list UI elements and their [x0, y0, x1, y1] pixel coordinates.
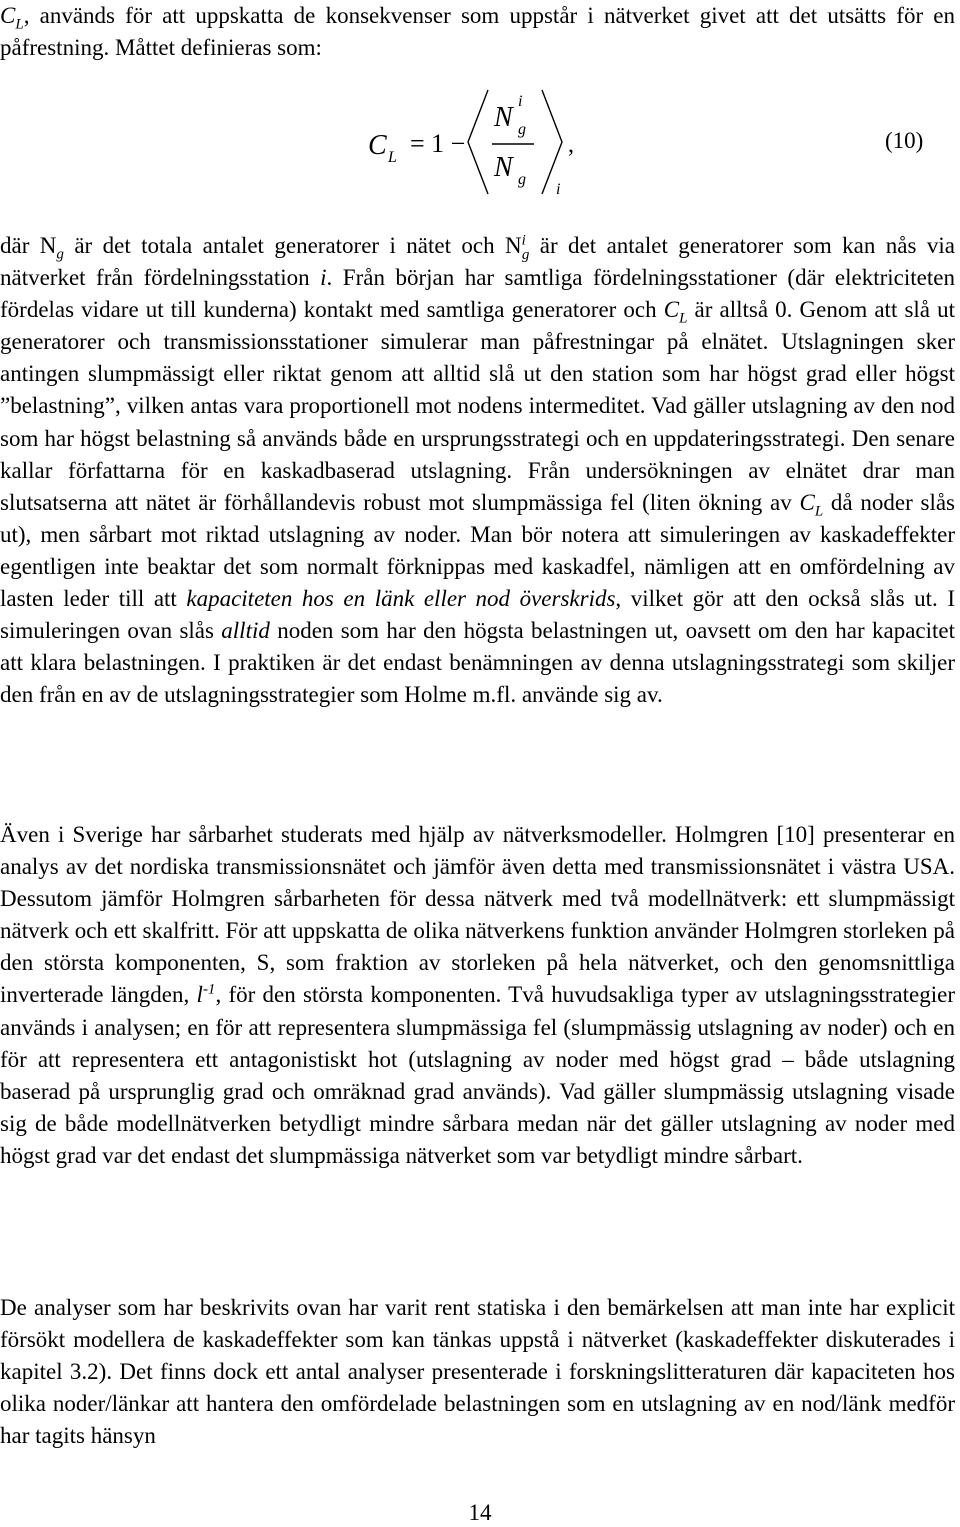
where-text-4: . Från början har samtliga fördelningsstationer (där elektriciteten fördelas vidare ut till kunderna) kontakt med samtliga generatorer och [0, 265, 955, 323]
equation-lhs: C [368, 130, 387, 161]
where-cl-subscript-2: L [814, 503, 824, 520]
where-text-1: där N [0, 233, 57, 258]
intro-paragraph [0, 0, 955, 64]
sverige-text-2: , för den största komponenten. Två huvudsakliga typer av utslagningsstrategier används i analysen; en för att representera slumpmässiga fel (slumpmässig utslagning av noder) och en för att representera ett antagonistiskt hot (utslagning av noder med högst grad – både utslagning baserad på ursprunglig grad och omräknad grad används). Vad gäller slumpmässig utslagning visade sig de både modellnätverken betydligt mindre sårbara medan när det gäller utslagning av noder med högst grad var det endast det slumpmässiga nätverket som var betydligt mindre sårbart. [0, 982, 955, 1168]
average-subscript: i [556, 181, 561, 198]
where-paragraph [0, 230, 955, 711]
where-cl-subscript-1: L [679, 310, 688, 327]
where-text-8: noden som har den högsta belastningen ut, oavsett om den har kapacitet att klara belastningen. I praktiken är det endast benämningen av denna utslagningsstrategi som skiljer den från en av de utslagningsstrategier som Holme m.fl. använde sig av. [0, 618, 956, 708]
where-emphasis-capacity: kapaciteten hos en länk eller nod överskrids [186, 586, 616, 612]
left-angle-bracket [468, 90, 488, 194]
equation-graphic [0, 86, 960, 198]
where-text-5: är alltså 0. Genom att slå ut generatorer och transmissionsstationer simulerar man påfrestningar på elnätet. Utslagningen sker antingen slumpmässigt eller riktat genom att alltid slå ut den station som har högst grad eller högst ”belastning”, vilken antas vara proportionell mot nodens intermeditet. Vad gäller utslagning av den nod som har högst belastning så används både en ursprungsstrategi och en uppdateringsstrategi. Den senare kallar författarna för en kaskadbaserad utslagning. Från undersökningen av elnätet drar man slutsatserna att nätet är förhållandevis robust mot slumpmässiga fel (liten ökning av [0, 297, 955, 515]
equation-lhs-subscript: L [388, 149, 397, 166]
numerator-subscript: g [518, 121, 526, 138]
cl-subscript: L [15, 16, 24, 33]
where-text-2: är det totala antalet generatorer i nätet och N [63, 233, 522, 258]
where-text-3: är det antalet generatorer som kan nås via nätverket från fördelningsstation [0, 233, 955, 291]
where-ng-subscript: g [56, 246, 64, 263]
intro-text: , används för att uppskatta de konsekvenser som uppstår i nätverket givet att det utsätts för en påfrestning. Måttet definieras som: [0, 3, 955, 61]
where-cl-symbol-1: C [663, 297, 680, 323]
where-cl-symbol-2: C [799, 489, 815, 515]
where-text-6: då noder slås ut), men sårbart mot riktad utslagning av noder. Man bör notera att simuleringen av kaskadeffekter egentligen inte beaktar det som normalt förknippas med kaskadfel, nämligen att en omfördelning av lasten leder till att [0, 489, 955, 612]
where-emphasis-alltid: alltid [221, 618, 270, 644]
analyser-paragraph [0, 1292, 955, 1452]
denominator-n: N [494, 152, 513, 183]
analyser-text: De analyser som har beskrivits ovan har varit rent statiska i den bemärkelsen att man inte har explicit försökt modellera de kaskadeffekter som kan tänkas uppstå i nätverket (kaskadeffekter diskuterades i kapitel 3.2). Det finns dock ett antal analyser presenterade i forskningslitteraturen där kapaciteten hos olika noder/länkar att hantera den omfördelade belastningen som en utslagning av en nod/länk medför har tagits hänsyn [0, 1295, 955, 1449]
equation-equals-one-minus: = 1 − [410, 129, 466, 158]
denominator-subscript: g [518, 171, 526, 188]
equation-10 [0, 86, 960, 198]
where-text-7: , vilket gör att den också slås ut. I simuleringen ovan slås [0, 586, 955, 644]
inverse-length-superscript: -1 [202, 981, 216, 998]
where-station-i: i [320, 265, 327, 291]
numerator-n: N [494, 102, 513, 133]
numerator-superscript: i [518, 93, 523, 110]
equation-comma: , [568, 132, 574, 158]
where-ngi-subscript: g [521, 246, 530, 263]
sverige-paragraph [0, 819, 955, 1172]
sverige-text-1: Även i Sverige har sårbarhet studerats med hjälp av nätverksmodeller. Holmgren [10] presenterar en analys av det nordiska transmissionsnätet och jämför även detta med transmissionsnätet i västra USA. Dessutom jämför Holmgren sårbarheten för dessa nätverk med två modellnätverk: ett slumpmässigt nätverk och ett skalfritt. För att uppskatta de olika nätverkens funktion använder Holmgren storleken på den största komponenten, S, som fraktion av storleken på hela nätverket, och den genomsnittliga inverterade längden, [0, 822, 955, 1008]
equation-number: (10) [885, 128, 924, 153]
cl-symbol: C [0, 3, 16, 28]
right-angle-bracket [542, 90, 562, 194]
page-number: 14 [468, 1500, 492, 1525]
inverse-length-symbol: l [196, 982, 203, 1008]
where-ngi-superscript: i [521, 232, 526, 249]
